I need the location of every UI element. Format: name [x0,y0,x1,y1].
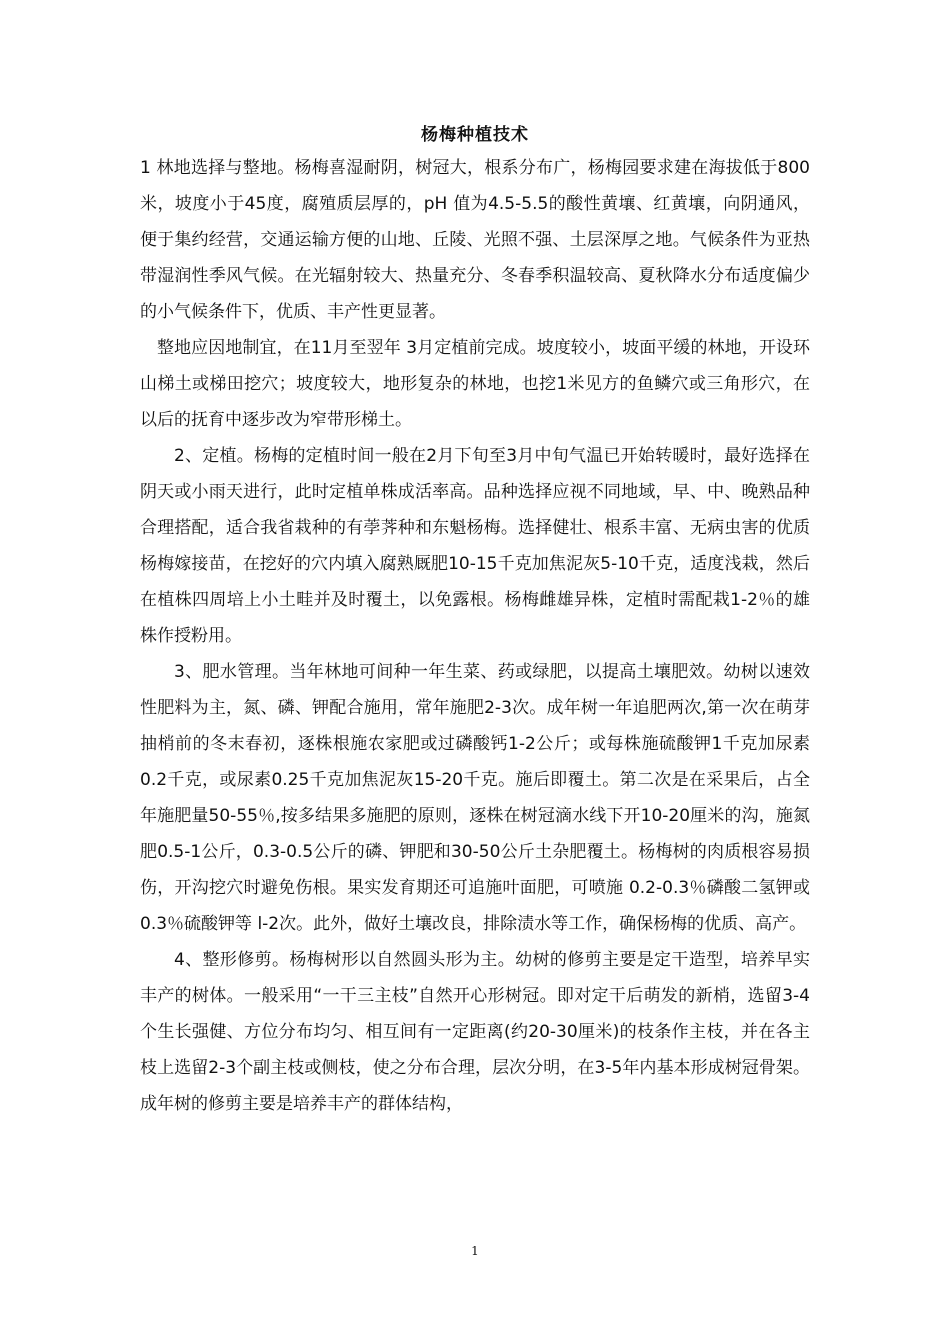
document-title: 杨梅种植技术 [421,125,529,145]
paragraph-planting: 2、定植。杨梅的定植时间一般在2月下旬至3月中旬气温已开始转暖时，最好选择在阴天或小雨天进行，此时定植单株成活率高。品种选择应视不同地域，早、中、晚熟品种合理搭配，适合我省栽种的有荸荠种和东魁杨梅。选择健壮、根系丰富、无病虫害的优质杨梅嫁接苗，在挖好的穴内填入腐熟厩肥10-15千克加焦泥灰5-10千克，适度浅栽，然后在植株四周培上小土畦并及时覆土，以免露根。杨梅雌雄异株，定植时需配栽1-2％的雄株作授粉用。 [140,446,810,646]
paragraph-pruning: 4、整形修剪。杨梅树形以自然圆头形为主。幼树的修剪主要是定干造型，培养早实丰产的树体。一般采用“一干三主枝”自然开心形树冠。即对定干后萌发的新梢，选留3-4个生长强健、方位分布均匀、相互间有一定距离(约20-30厘米)的枝条作主枝，并在各主枝上选留2-3个副主枝或侧枝，使之分布合理，层次分明，在3-5年内基本形成树冠骨架。成年树的修剪主要是培养丰产的群体结构， [140,950,810,1114]
paragraph-fertilizer-water: 3、肥水管理。当年林地可间种一年生菜、药或绿肥，以提高土壤肥效。幼树以速效性肥料为主，氮、磷、钾配合施用，常年施肥2-3次。成年树一年追肥两次,第一次在萌芽抽梢前的冬末春初，逐株根施农家肥或过磷酸钙1-2公斤；或每株施硫酸钾1千克加尿素0.2千克，或尿素0.25千克加焦泥灰15-20千克。施后即覆土。第二次是在采果后，占全年施肥量50-55％,按多结果多施肥的原则，逐株在树冠滴水线下开10-20厘米的沟，施氮肥0.5-1公斤，0.3-0.5公斤的磷、钾肥和30-50公斤土杂肥覆土。杨梅树的肉质根容易损伤，开沟挖穴时避免伤根。果实发育期还可追施叶面肥，可喷施 0.2-0.3％磷酸二氢钾或0.3％硫酸钾等 l-2次。此外，做好土壤改良，排除渍水等工作，确保杨梅的优质、高产。 [140,662,810,934]
paragraph-land-preparation: 整地应因地制宜，在11月至翌年 3月定植前完成。坡度较小，坡面平缓的林地，开设环山梯土或梯田挖穴；坡度较大，地形复杂的林地，也挖1米见方的鱼鳞穴或三角形穴，在以后的抚育中逐步改为窄带形梯土。 [140,338,810,430]
page-number: 1 [471,1244,479,1258]
document-body [140,150,810,1122]
paragraph-site-selection: 1 林地选择与整地。杨梅喜湿耐阴，树冠大，根系分布广，杨梅园要求建在海拔低于800米，坡度小于45度，腐殖质层厚的，pH 值为4.5-5.5的酸性黄壤、红黄壤，向阴通风，便于集约经营，交通运输方便的山地、丘陵、光照不强、土层深厚之地。气候条件为亚热带湿润性季风气候。在光辐射较大、热量充分、冬春季积温较高、夏秋降水分布适度偏少的小气候条件下，优质、丰产性更显著。 [140,158,810,322]
